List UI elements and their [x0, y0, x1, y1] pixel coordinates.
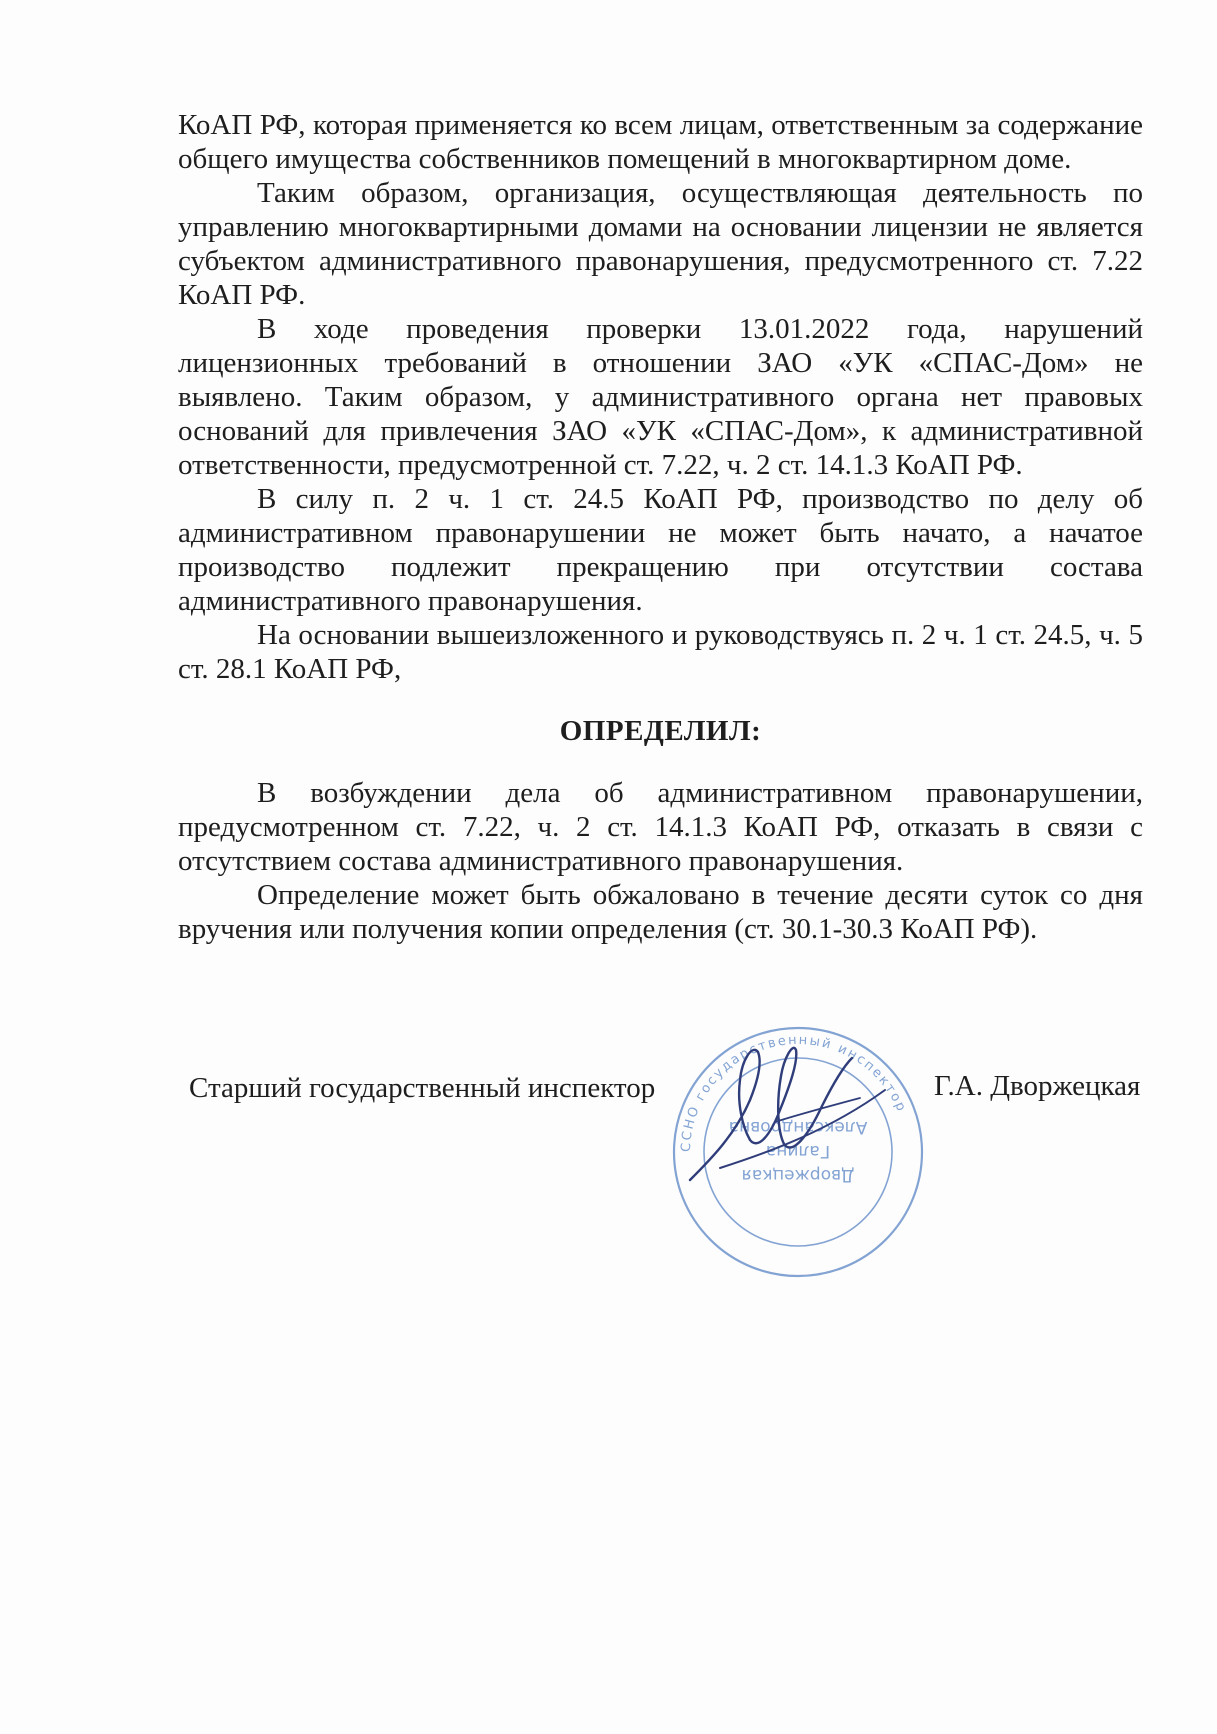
signature-block: [0, 1060, 1217, 1104]
signatory-position: Старший государственный инспектор: [189, 1072, 656, 1104]
paragraph-5: На основании вышеизложенного и руководствуясь п. 2 ч. 1 ст. 24.5, ч. 5 ст. 28.1 КоАП РФ,: [178, 619, 1143, 685]
paragraph-2: Таким образом, организация, осуществляющая деятельность по управлению многоквартирными домами на основании лицензии не является субъектом административного правонарушения, предусмотренного ст. 7.22 КоАП РФ.: [178, 177, 1143, 311]
signatory-name: Г.А. Дворжецкая: [934, 1070, 1141, 1102]
decision-paragraph-2: Определение может быть обжаловано в течение десяти суток со дня вручения или получения копии определения (ст. 30.1-30.3 КоАП РФ).: [178, 879, 1143, 945]
paragraph-1: КоАП РФ, которая применяется ко всем лицам, ответственным за содержание общего имущества собственников помещений в многоквартирном доме.: [178, 109, 1143, 175]
paragraph-3: В ходе проведения проверки 13.01.2022 года, нарушений лицензионных требований в отношении ЗАО «УК «СПАС-Дом» не выявлено. Таким образом, у административного органа нет правовых оснований для привлечения ЗАО «УК «СПАС-Дом», к административной ответственности, предусмотренной ст. 7.22, ч. 2 ст. 14.1.3 КоАП РФ.: [178, 313, 1143, 481]
stamp-line-3: Александровна: [728, 1117, 868, 1137]
document-body: [178, 108, 1143, 946]
stamp-ring-text: ССНО государственный инспектор: [678, 1032, 910, 1153]
stamp-line-1: Дворжецкая: [741, 1165, 855, 1185]
paragraph-4: В силу п. 2 ч. 1 ст. 24.5 КоАП РФ, производство по делу об административном правонарушении не может быть начато, а начатое производство подлежит прекращению при отсутствии состава административного правонарушения.: [178, 483, 1143, 617]
decision-heading: ОПРЕДЕЛИЛ:: [559, 715, 762, 747]
decision-paragraph-1: В возбуждении дела об административном правонарушении, предусмотренном ст. 7.22, ч. 2 ст. 14.1.3 КоАП РФ, отказать в связи с отсутствием состава административного правонарушения.: [178, 777, 1143, 877]
stamp-line-2: Галина: [765, 1141, 831, 1161]
